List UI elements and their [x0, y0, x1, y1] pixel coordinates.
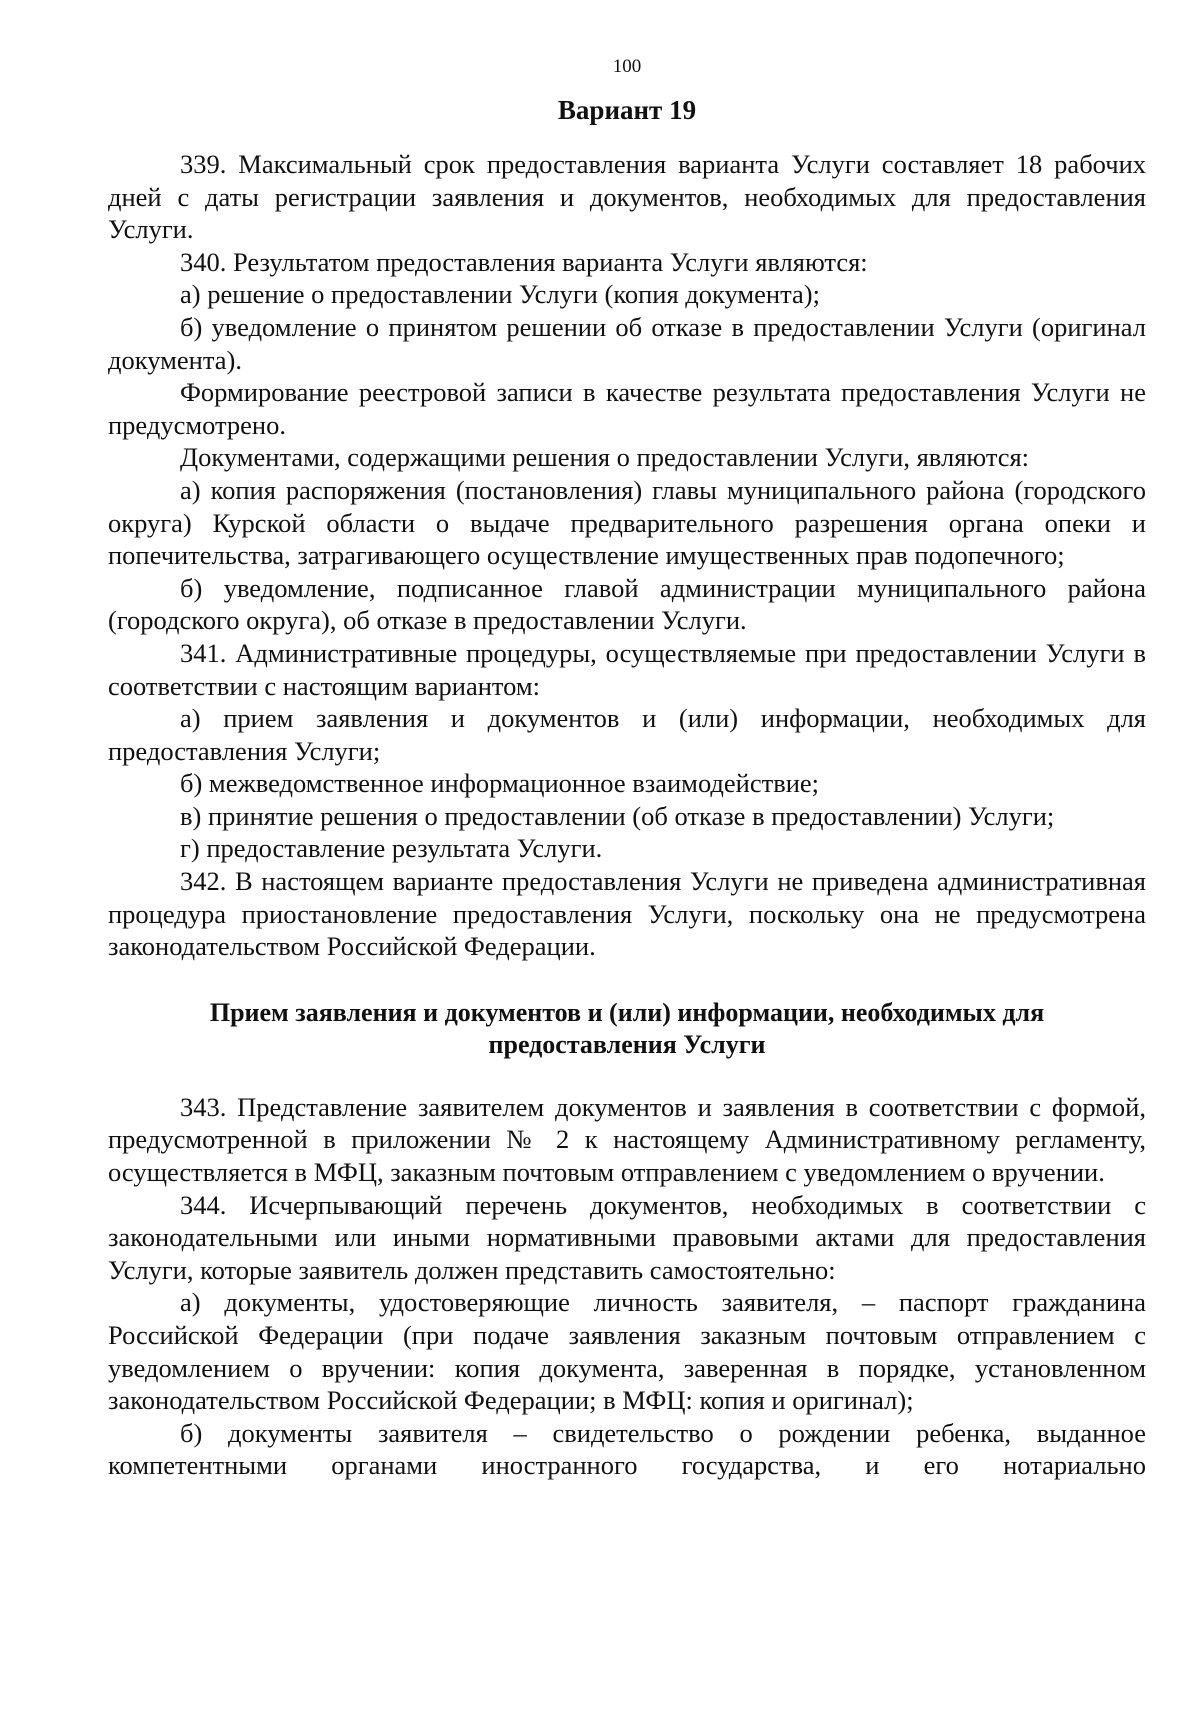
- paragraph-340: 340. Результатом предоставления варианта Услуги являются:: [180, 246, 868, 277]
- list-item-decision-b: б) уведомление, подписанное главой администрации муниципального района (городского округа), об отказе в предоставлении Услуги.: [108, 572, 1146, 636]
- body-after-heading: [108, 1091, 1146, 1482]
- list-item-340-b: б) уведомление о принятом решении об отказе в предоставлении Услуги (оригинал документа).: [108, 311, 1146, 375]
- document-title: Вариант 19: [557, 95, 697, 125]
- list-item-341-v: в) принятие решения о предоставлении (об отказе в предоставлении) Услуги;: [180, 800, 1055, 831]
- paragraph-343: 343. Представление заявителем документов и заявления в соответствии с формой, предусмотренной в приложении № 2 к настоящему Административному регламенту, осуществляется в МФЦ, заказным почтовым отправлением с уведомлением о вручении.: [108, 1091, 1146, 1188]
- list-item-decision-a: а) копия распоряжения (постановления) главы муниципального района (городского округа) Курской области о выдаче предварительного разрешения органа опеки и попечительства, затрагивающего осуществление имущественных прав подопечного;: [108, 474, 1146, 571]
- paragraph-decision-documents: Документами, содержащими решения о предоставлении Услуги, являются:: [180, 442, 1030, 473]
- section-heading: Прием заявления и документов и (или) информации, необходимых для предоставления Услуги: [209, 997, 1045, 1059]
- paragraph-339: 339. Максимальный срок предоставления варианта Услуги составляет 18 рабочих дней с даты регистрации заявления и документов, необходимых для предоставления Услуги.: [108, 149, 1146, 245]
- list-item-341-a: а) прием заявления и документов и (или) информации, необходимых для предоставления Услуги;: [108, 703, 1146, 766]
- list-item-341-g: г) предоставление результата Услуги.: [180, 833, 603, 864]
- paragraph-344: 344. Исчерпывающий перечень документов, необходимых в соответствии с законодательными или иными нормативными правовыми актами для предоставления Услуги, которые заявитель должен представить самостоятельно:: [108, 1189, 1146, 1285]
- list-item-344-a: а) документы, удостоверяющие личность заявителя, – паспорт гражданина Российской Федерации (при подаче заявления заказным почтовым отправлением с уведомлением о вручении: копия документа, заверенная в порядке, установленном законодательством Российской Федерации; в МФЦ: копия и оригинал);: [108, 1287, 1146, 1416]
- document-page: [108, 56, 1146, 1482]
- list-item-340-a: а) решение о предоставлении Услуги (копия документа);: [180, 279, 820, 310]
- body-before-heading: [108, 148, 1146, 963]
- list-item-344-b: б) документы заявителя – свидетельство о рождении ребенка, выданное компетентными органами иностранного государства, и его нотариально: [108, 1417, 1146, 1481]
- paragraph-341: 341. Административные процедуры, осуществляемые при предоставлении Услуги в соответствии с настоящим вариантом:: [108, 637, 1146, 701]
- page-number: 100: [612, 56, 642, 77]
- paragraph-registry-note: Формирование реестровой записи в качестве результата предоставления Услуги не предусмотрено.: [108, 377, 1146, 440]
- paragraph-342: 342. В настоящем варианте предоставления Услуги не приведена административная процедура приостановление предоставления Услуги, поскольку она не предусмотрена законодательством Российской Федерации.: [108, 866, 1146, 962]
- list-item-341-b: б) межведомственное информационное взаимодействие;: [180, 768, 820, 799]
